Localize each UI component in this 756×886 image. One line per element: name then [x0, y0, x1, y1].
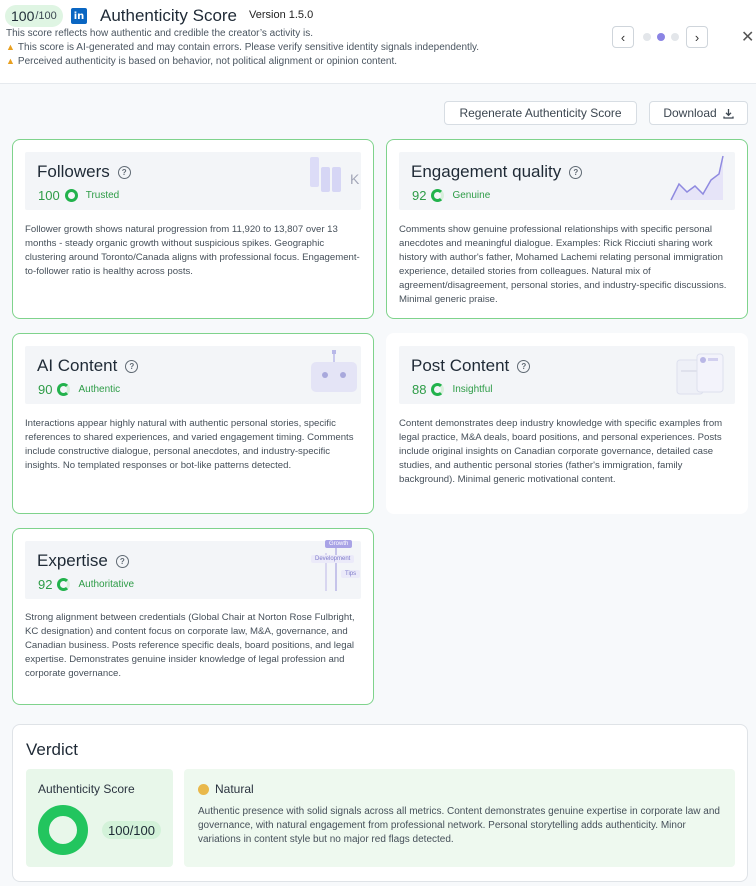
card-title — [411, 356, 530, 376]
ai-content-card-header — [25, 346, 361, 404]
warning-icon: ▲ — [6, 56, 15, 66]
score-value: 90 — [38, 382, 53, 397]
expertise-card-header — [25, 541, 361, 599]
help-icon[interactable]: ? — [125, 360, 138, 373]
verdict-score-label: Authenticity Score — [38, 782, 135, 796]
followers-card-header — [25, 152, 361, 210]
next-page-button[interactable]: › — [686, 26, 708, 48]
warning-icon: ▲ — [6, 42, 15, 52]
description-line: This score reflects how authentic and credible the creator’s activity is. — [6, 28, 313, 39]
engagement-score — [412, 188, 490, 203]
score-label: Insightful — [452, 384, 493, 395]
score-label: Trusted — [85, 190, 120, 201]
help-icon[interactable]: ? — [517, 360, 530, 373]
card-title — [37, 162, 131, 182]
expertise-card — [12, 528, 374, 705]
verdict-description: Authentic presence with solid signals across all metrics. Content demonstrates genuine expertise in corporate law and governance, with natural engagement from professional network. Personal storytelling adds authenticity. Minor variations in content style but no major red flags detected. — [198, 806, 720, 845]
disclaimer-line-ai — [6, 42, 479, 53]
score-label: Genuine — [452, 190, 491, 201]
version-label: Version 1.5.0 — [249, 9, 314, 21]
header — [0, 0, 756, 84]
card-title — [411, 162, 582, 182]
post-content-score — [412, 382, 493, 397]
engagement-title: Engagement quality — [411, 162, 562, 181]
help-icon[interactable]: ? — [116, 555, 129, 568]
verdict-badge — [198, 782, 254, 796]
engagement-card-header — [399, 152, 735, 210]
verdict-badge-label: Natural — [215, 782, 254, 796]
download-button[interactable] — [649, 101, 748, 125]
verdict-score-box — [26, 769, 173, 867]
tag-growth: Growth — [325, 540, 352, 548]
expertise-tags-illustration — [295, 541, 359, 599]
engagement-chart-icon — [669, 154, 725, 202]
download-label: Download — [663, 106, 717, 120]
score-ring-icon — [57, 383, 70, 396]
page-title: Authenticity Score — [100, 6, 238, 25]
header-score-pill — [5, 5, 63, 27]
score-label: Authoritative — [78, 579, 135, 590]
tag-development: Development — [311, 555, 354, 563]
header-score-value: 100 — [11, 8, 35, 24]
help-icon[interactable]: ? — [569, 166, 582, 179]
tag-tips: Tips — [341, 570, 360, 578]
followers-body: Follower growth shows natural progression from 11,920 to 13,807 over 13 months - steady organic growth without suspicious spikes. Geographic clustering around Toronto/Canada aligns with professional focus. Engagement-to-follower ratio is healthy across posts. — [25, 224, 360, 277]
verdict-section — [12, 724, 748, 882]
expertise-body: Strong alignment between credentials (Global Chair at Norton Rose Fulbright, KC designation) and content focus on corporate law, M&A, governance, and Canadian business. Posts reference specific deals, board positions, and legal expertise. Demonstrates genuine insider knowledge of legal profession and corporate governance. — [25, 612, 355, 679]
score-value: 88 — [412, 382, 427, 397]
score-ring-icon — [65, 189, 78, 202]
disclaimer-text-ai: This score is AI-generated and may contain errors. Please verify sensitive identity signals independently. — [17, 42, 480, 53]
download-icon — [723, 108, 734, 119]
verdict-score-pill: 100/100 — [102, 821, 161, 839]
engagement-body: Comments show genuine professional relationships with specific personal anecdotes and meaningful dialogue. Examples: Rick Ricciuti sharing work history with author's father, Mohamed Lachemi relating personal immigration experience, detailed stories from colleagues. Natural mix of agreement/disagreement, personal stories, and industry-specific discussions. Minimal generic praise. — [399, 224, 727, 305]
expertise-title: Expertise — [37, 551, 108, 570]
post-content-title: Post Content — [411, 356, 510, 375]
page-dot-3[interactable] — [671, 33, 679, 41]
page-dot-2[interactable] — [657, 33, 665, 41]
followers-k-glyph: K — [350, 171, 360, 187]
post-content-card-header — [399, 346, 735, 404]
pager — [612, 26, 710, 48]
regenerate-label: Regenerate Authenticity Score — [459, 106, 622, 120]
followers-card — [12, 139, 374, 319]
linkedin-icon: in — [71, 8, 87, 24]
page-dot-1[interactable] — [643, 33, 651, 41]
post-content-body: Content demonstrates deep industry knowledge with specific examples from legal practice, M&A deals, board positions, and personal experiences. Posts include original insights on Canadian corporate governance, detailed case studies, and authentic personal stories (father's immigration, family background). Minimal generic motivational content. — [399, 418, 723, 485]
disclaimer-text-politics: Perceived authenticity is based on behavior, not political alignment or opinion content. — [17, 56, 398, 67]
post-content-card — [386, 333, 748, 514]
card-title — [37, 356, 138, 376]
ai-content-card — [12, 333, 374, 514]
followers-title: Followers — [37, 162, 110, 181]
followers-score — [38, 188, 119, 203]
score-ring-icon — [57, 578, 70, 591]
header-score-max: /100 — [35, 10, 57, 22]
post-documents-icon — [675, 350, 731, 400]
ai-content-score — [38, 382, 120, 397]
card-title — [37, 551, 129, 571]
verdict-summary-box — [184, 769, 735, 867]
close-icon[interactable]: ✕ — [741, 29, 755, 46]
score-ring-icon — [431, 189, 444, 202]
disclaimer-line-politics — [6, 56, 397, 67]
score-value: 92 — [38, 577, 53, 592]
robot-icon — [309, 350, 359, 396]
score-value: 100 — [38, 188, 60, 203]
prev-page-button[interactable]: ‹ — [612, 26, 634, 48]
natural-emoji-icon — [198, 784, 209, 795]
regenerate-button[interactable] — [444, 101, 637, 125]
help-icon[interactable]: ? — [118, 166, 131, 179]
ai-content-body: Interactions appear highly natural with authentic personal stories, specific references to shared experiences, and varied engagement timing. Comments include constructive dialogue, personal anecdotes, and industry-specific insights. No templated responses or bot-like patterns detected. — [25, 418, 354, 471]
ai-content-title: AI Content — [37, 356, 118, 375]
score-ring-icon — [431, 383, 444, 396]
verdict-title: Verdict — [26, 740, 78, 759]
expertise-score — [38, 577, 134, 592]
engagement-card — [386, 139, 748, 319]
score-value: 92 — [412, 188, 427, 203]
score-label: Authentic — [78, 384, 121, 395]
verdict-donut-chart — [38, 805, 88, 855]
